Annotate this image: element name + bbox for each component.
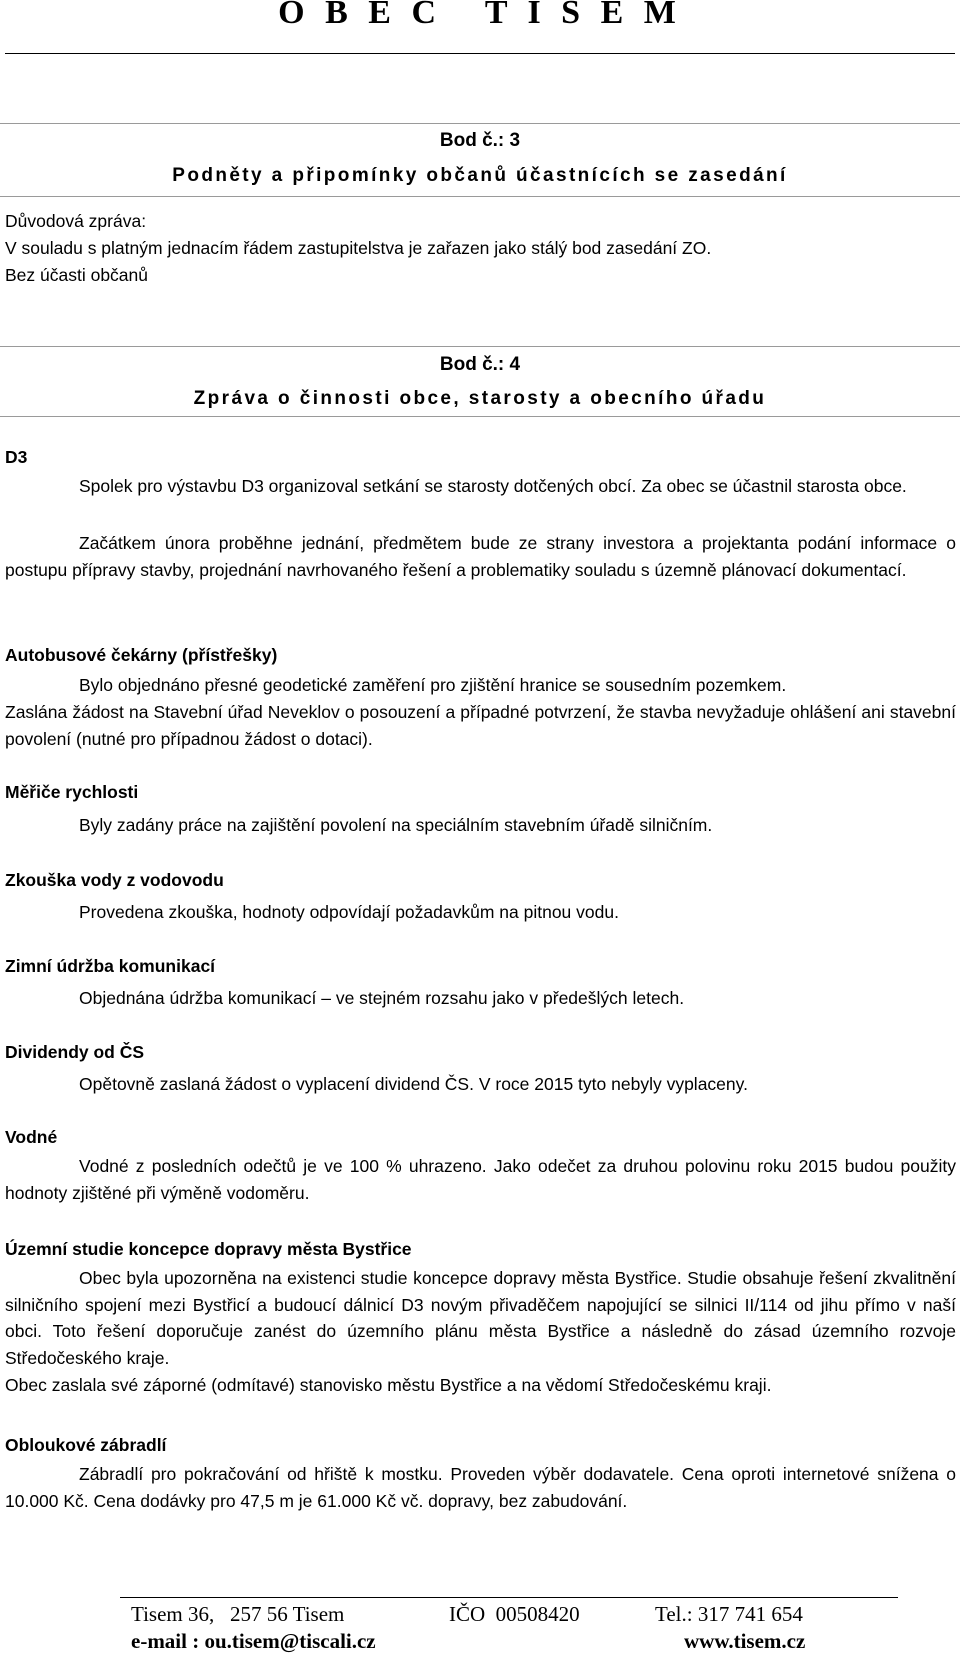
section-divider [0,196,960,197]
bus-paragraph-1: Bylo objednáno přesné geodetické zaměření pro zjištění hranice se sousedním pozemkem. [79,675,787,695]
section-heading-d3: D3 [5,447,28,467]
study-paragraph-2: Obec zaslala své záporné (odmítavé) stanovisko městu Bystřice a na vědomí Středočeskému kraji. [5,1375,772,1395]
footer-email-link[interactable]: e-mail : ou.tisem@tiscali.cz [131,1629,376,1653]
page-title: O B E C T I S E M [278,0,682,31]
footer-phone: Tel.: 317 741 654 [655,1602,803,1626]
section-heading-railing: Obloukové zábradlí [5,1435,167,1455]
section-divider [0,346,960,347]
footer-address: Tisem 36, 257 56 Tisem [131,1602,345,1626]
section-divider [0,123,960,124]
section-heading-dividends: Dividendy od ČS [5,1042,145,1062]
section-divider [0,416,960,417]
bod4-label: Bod č.: 4 [439,354,521,375]
speed-paragraph-1: Byly zadány práce na zajištění povolení na speciálním stavebním úřadě silničním. [79,815,713,835]
d3-paragraph-2: Začátkem února proběhne jednání, předmětem bude ze strany investora a projektanta podání informace o postupu přípravy stavby, projednání navrhovaného řešení a problematiky souladu s územně plánovací dokumentací. [5,533,956,580]
bod4-title: Zpráva o činnosti obce, starosty a obecního úřadu [193,388,767,409]
reason-text: V souladu s platným jednacím řádem zastupitelstva je zařazen jako stálý bod zasedání ZO. [5,238,712,258]
reason-label: Důvodová zpráva: [5,211,147,231]
d3-paragraph-1: Spolek pro výstavbu D3 organizoval setkání se starosty dotčených obcí. Za obec se účastnil starosta obce. [79,476,907,496]
bod3-title: Podněty a připomínky občanů účastnících se zasedání [172,165,788,186]
section-heading-speed-meters: Měřiče rychlosti [5,782,139,802]
water-test-paragraph-1: Provedena zkouška, hodnoty odpovídají požadavkům na pitnou vodu. [79,902,619,922]
footer-website-link[interactable]: www.tisem.cz [684,1629,806,1653]
winter-paragraph-1: Objednána údržba komunikací – ve stejném rozsahu jako v předešlých letech. [79,988,685,1008]
dividends-paragraph-1: Opětovně zaslaná žádost o vyplacení dividend ČS. V roce 2015 tyto nebyly vyplaceny. [79,1074,748,1094]
railing-paragraph-1: Zábradlí pro pokračování od hřiště k mostku. Proveden výběr dodavatele. Cena oproti internetové snížena o 10.000 Kč. Cena dodávky pro 47,5 m je 61.000 Kč vč. dopravy, bez zabudování. [5,1464,956,1511]
reason-note: Bez účasti občanů [5,265,149,285]
section-heading-water-fee: Vodné [5,1127,58,1147]
section-heading-bus-shelters: Autobusové čekárny (přístřešky) [5,645,278,665]
header-divider [5,53,955,54]
bod3-label: Bod č.: 3 [439,130,521,151]
footer-ico: IČO 00508420 [449,1602,580,1626]
section-heading-traffic-study: Územní studie koncepce dopravy města Bystřice [5,1239,412,1259]
section-heading-winter-maintenance: Zimní údržba komunikací [5,956,216,976]
study-paragraph-1: Obec byla upozorněna na existenci studie koncepce dopravy města Bystřice. Studie obsahuje řešení zkvalitnění silničního spojení mezi Bystřicí a budoucí dálnicí D3 novým přivaděčem napojující se silnici II/114 od jihu přímo v naší obci. Toto řešení doporučuje zanést do územního plánu města Bystřice a následně do zásad územního rozvoje Středočeského kraje. [5,1268,956,1368]
section-heading-water-test: Zkouška vody z vodovodu [5,870,224,890]
footer-divider [120,1597,898,1598]
bus-paragraph-2: Zaslána žádost na Stavební úřad Neveklov o posouzení a případné potvrzení, že stavba nevyžaduje ohlášení ani stavební povolení (nutné pro případnou žádost o dotaci). [5,702,956,749]
water-fee-paragraph-1: Vodné z posledních odečtů je ve 100 % uhrazeno. Jako odečet za druhou polovinu roku 2015 budou použity hodnoty zjištěné při výměně vodoměru. [5,1156,956,1203]
